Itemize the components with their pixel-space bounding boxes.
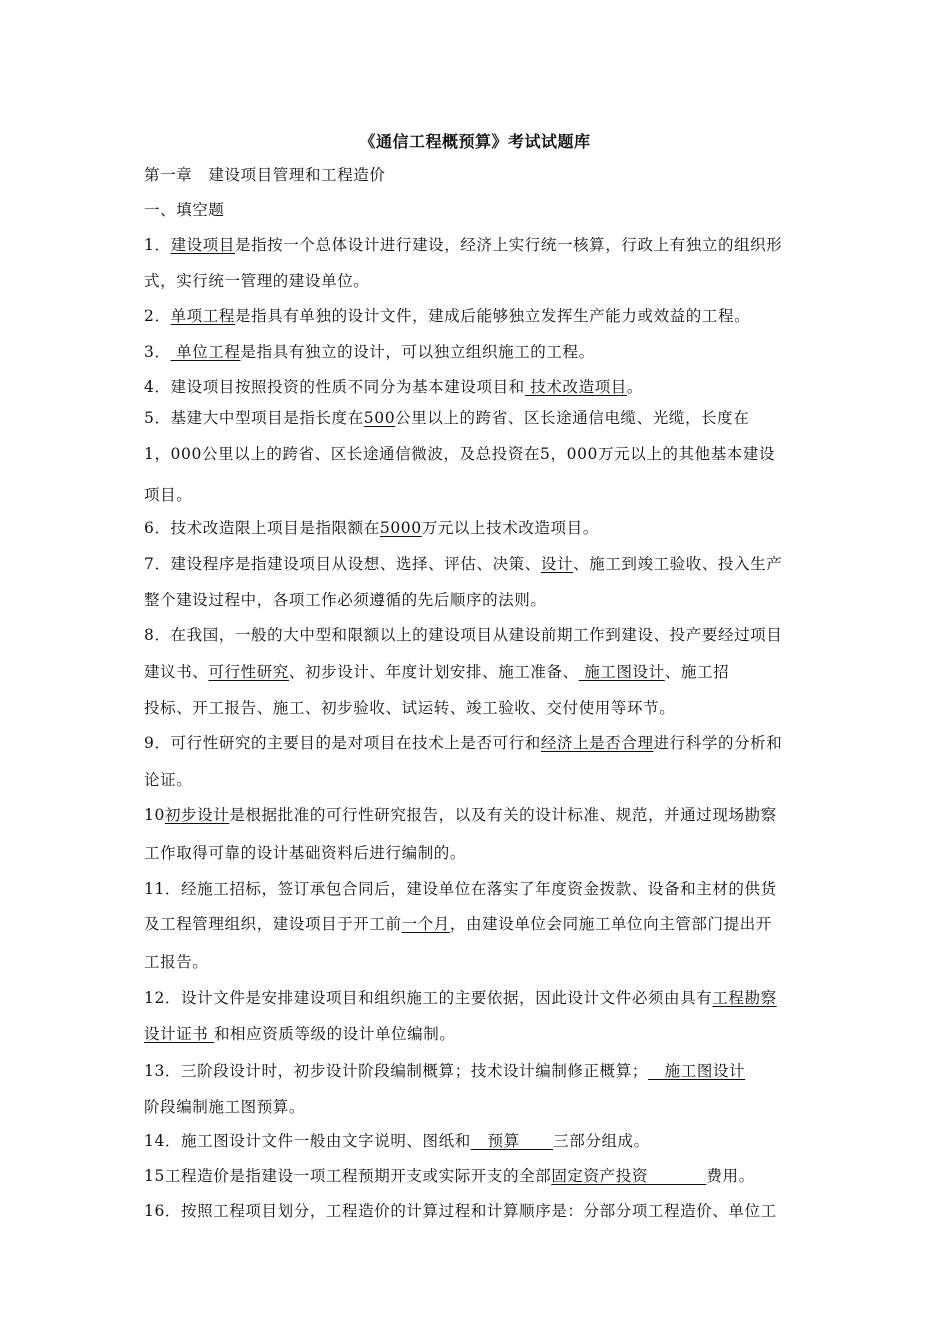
answer-blank: __预算____ xyxy=(470,1132,554,1150)
line-text: 阶段编制施工图预算。 xyxy=(144,1098,306,1116)
text-line xyxy=(144,803,777,825)
text-line xyxy=(144,304,750,326)
line-text: 费用。 xyxy=(706,1167,755,1185)
line-text: 2． xyxy=(144,307,171,325)
document-title: 《通信工程概预算》考试试题库 xyxy=(359,132,591,151)
line-text: 三部分组成。 xyxy=(553,1132,650,1150)
line-text: 是根据批准的可行性研究报告，以及有关的设计标准、规范，并通过现场勘察 xyxy=(229,806,777,824)
text-line xyxy=(144,588,547,610)
answer-blank: 固定资产投资_______ xyxy=(551,1167,707,1185)
line-text: 整个建设过程中，各项工作必须遵循的先后顺序的法则。 xyxy=(144,591,547,609)
line-text: 工作取得可靠的设计基础资料后进行编制的。 xyxy=(144,844,467,862)
line-text: 进行科学的分析和 xyxy=(653,734,783,752)
answer-blank: 可行性研究 xyxy=(208,663,289,681)
line-text: 是指具有单独的设计文件，建成后能够独立发挥生产能力或效益的工程。 xyxy=(234,307,751,325)
line-text: 、施工到竣工验收、投入生产 xyxy=(573,555,783,573)
line-text: 及工程管理组织，建设项目于开工前 xyxy=(144,915,402,933)
line-text: ，由建设单位会同施工单位向主管部门提出开 xyxy=(449,915,772,933)
text-line xyxy=(144,912,772,934)
line-text: 14．施工图设计文件一般由文字说明、图纸和 xyxy=(144,1132,471,1150)
line-text: 和相应资质等级的设计单位编制。 xyxy=(213,1025,456,1043)
text-line xyxy=(144,552,782,574)
text-line xyxy=(144,1022,455,1044)
line-text: 13．三阶段设计时，初步设计阶段编制概算；技术设计编制修正概算； xyxy=(144,1062,648,1080)
text-line xyxy=(144,442,775,464)
text-line xyxy=(144,516,599,538)
text-line xyxy=(144,375,643,397)
text-line xyxy=(144,269,369,291)
line-text: 1． xyxy=(144,236,171,254)
answer-blank: 设计证书 xyxy=(144,1025,214,1043)
line-text: 6．技术改造限上项目是指限额在 xyxy=(144,519,380,537)
line-text: 。 xyxy=(626,378,644,396)
answer-blank: 单项工程 xyxy=(170,307,235,325)
answer-blank: 工程勘察 xyxy=(712,989,777,1007)
line-text: 12．设计文件是安排建设项目和组织施工的主要依据，因此设计文件必须由具有 xyxy=(144,989,713,1007)
answer-blank: __施工图设计 xyxy=(647,1062,746,1080)
line-text: 建议书、 xyxy=(144,663,209,681)
text-line xyxy=(144,340,595,362)
text-line xyxy=(144,731,782,753)
answer-blank: 初步设计 xyxy=(164,806,230,824)
chapter-heading: 第一章 建设项目管理和工程造价 xyxy=(144,166,386,184)
text-line xyxy=(144,841,466,863)
text-line xyxy=(144,660,729,682)
line-text: 投标、开工报告、施工、初步验收、试运转、竣工验收、交付使用等环节。 xyxy=(144,699,676,717)
line-text: 4．建设项目按照投资的性质不同分为基本建设项目和 xyxy=(144,378,525,396)
text-line xyxy=(144,1199,777,1221)
line-text: 9．可行性研究的主要目的是对项目在技术上是否可行和 xyxy=(144,734,541,752)
answer-blank: 建设项目 xyxy=(170,236,235,254)
text-line xyxy=(144,233,782,255)
section-heading: 一、填空题 xyxy=(144,201,225,219)
line-text: 工报告。 xyxy=(144,953,209,971)
text-line xyxy=(144,1164,755,1186)
text-line xyxy=(144,483,192,505)
line-text: 论证。 xyxy=(144,771,193,789)
line-text: 式，实行统一管理的建设单位。 xyxy=(144,272,370,290)
text-line xyxy=(144,406,749,428)
text-line xyxy=(144,950,208,972)
line-text: 16．按照工程项目划分，工程造价的计算过程和计算顺序是：分部分项工程造价、单位工 xyxy=(144,1202,777,1220)
line-text: 是指按一个总体设计进行建设，经济上实行统一核算，行政上有独立的组织形 xyxy=(234,236,783,254)
text-line xyxy=(144,1129,650,1151)
line-text: 1，000公里以上的跨省、区长途通信微波，及总投资在5，000万元以上的其他基本建设 xyxy=(144,445,776,463)
answer-blank: 单位工程 xyxy=(170,343,241,361)
answer-blank: 一个月 xyxy=(401,915,450,933)
line-text: 项目。 xyxy=(144,486,193,504)
text-line xyxy=(144,623,782,645)
line-text: 15工程造价是指建设一项工程预期开支或实际开支的全部 xyxy=(144,1167,552,1185)
line-text: 万元以上技术改造项目。 xyxy=(421,519,599,537)
line-text: 、施工招 xyxy=(664,663,730,681)
answer-blank: 施工图设计 xyxy=(578,663,665,681)
line-text: 8．在我国，一般的大中型和限额以上的建设项目从建设前期工作到建设、投产要经过项目 xyxy=(144,626,783,644)
text-line xyxy=(144,696,675,718)
answer-blank: 设计 xyxy=(540,555,574,573)
line-text: 10 xyxy=(144,806,165,824)
text-line xyxy=(144,1095,305,1117)
line-text: 7．建设程序是指建设项目从设想、选择、评估、决策、 xyxy=(144,555,541,573)
answer-blank: 技术改造项目 xyxy=(524,378,627,396)
line-text: 5．基建大中型项目是指长度在 xyxy=(144,409,364,427)
line-text: 3． xyxy=(144,343,171,361)
answer-blank: 经济上是否合理 xyxy=(540,734,654,752)
line-text: 、初步设计、年度计划安排、施工准备、 xyxy=(288,663,579,681)
text-line xyxy=(144,986,777,1008)
text-line xyxy=(144,768,192,790)
line-text: 是指具有独立的设计，可以独立组织施工的工程。 xyxy=(240,343,595,361)
answer-blank: 5000 xyxy=(379,519,422,537)
line-text: 公里以上的跨省、区长途通信电缆、光缆，长度在 xyxy=(395,409,750,427)
text-line xyxy=(144,1059,745,1081)
line-text: 11．经施工招标，签订承包合同后，建设单位在落实了年度资金拨款、设备和主材的供货 xyxy=(144,880,777,898)
answer-blank: 500 xyxy=(363,409,396,427)
text-line xyxy=(144,877,777,899)
